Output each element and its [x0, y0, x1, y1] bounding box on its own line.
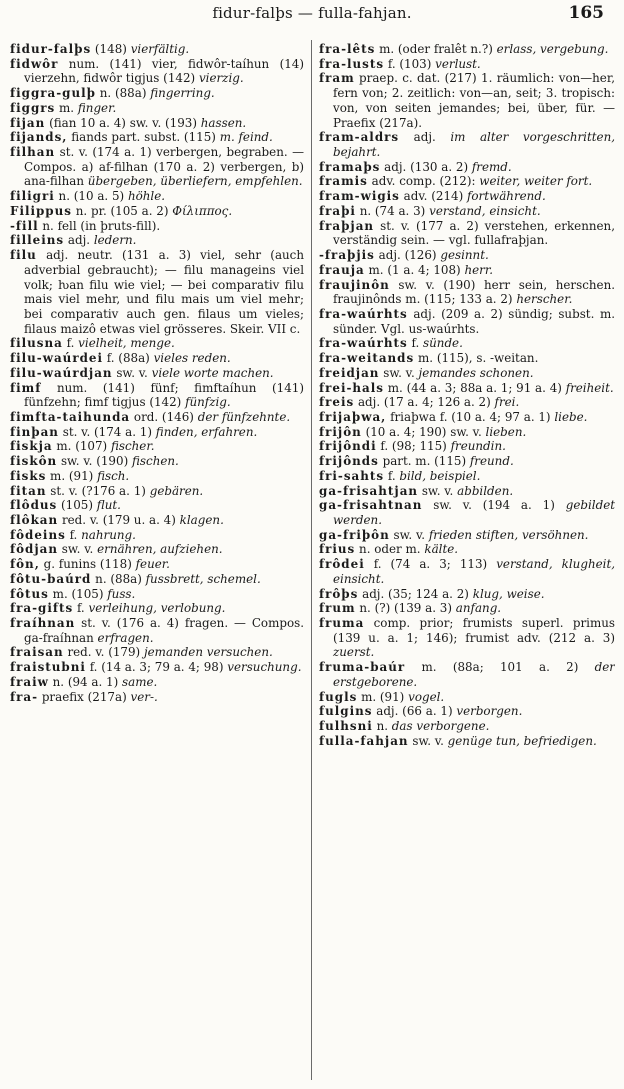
dictionary-entry	[10, 425, 304, 440]
headword: frijônds	[319, 454, 379, 469]
dictionary-entry	[319, 542, 615, 557]
entry-definition: klug, weise.	[472, 586, 545, 601]
dictionary-entry	[10, 42, 304, 57]
entry-grammar: f. (88a)	[106, 351, 150, 366]
entry-definition: versuchung.	[227, 660, 302, 675]
entry-grammar: n. (88a)	[99, 86, 147, 101]
left-column	[10, 42, 304, 1082]
headword: filu-waúrdjan	[10, 365, 113, 380]
entry-definition: fünfzig.	[185, 395, 231, 410]
entry-grammar: n. (74 a. 3)	[359, 203, 426, 218]
headword: fri-sahts	[319, 468, 385, 483]
dictionary-entry	[319, 439, 615, 454]
dictionary-entry	[10, 469, 304, 484]
headword: fra-	[10, 689, 39, 704]
dictionary-entry	[10, 381, 304, 410]
dictionary-entry	[319, 557, 615, 586]
entry-definition: fussbrett, schemel.	[145, 571, 261, 586]
entry-grammar: adj.	[67, 233, 91, 248]
dictionary-entry	[10, 101, 304, 116]
headword: filu-waúrdei	[10, 351, 103, 366]
entry-grammar: red. v. (179 u. a. 4)	[61, 513, 176, 527]
dictionary-entry	[10, 587, 304, 602]
dictionary-entry	[10, 572, 304, 587]
headword: fraþi	[319, 203, 356, 218]
dictionary-entry	[10, 542, 304, 557]
dictionary-entry	[10, 145, 304, 189]
dictionary-entry	[319, 219, 615, 248]
entry-definition: anfang.	[455, 601, 502, 616]
entry-definition: ernähren, aufziehen.	[97, 542, 223, 557]
entry-definition: hassen.	[200, 115, 247, 130]
headword: fidur-falþs	[10, 42, 92, 56]
headword: filigri	[10, 189, 55, 204]
entry-definition: Φίλιππος.	[172, 203, 233, 218]
dictionary-entry	[319, 734, 615, 749]
entry-definition: ledern.	[93, 233, 137, 248]
dictionary-entry	[319, 410, 615, 425]
headword: figgra-gulþ	[10, 86, 96, 101]
entry-definition: abbilden.	[457, 483, 514, 498]
entry-definition: vielheit, menge.	[78, 336, 175, 351]
headword: fôdjan	[10, 542, 59, 557]
headword: frijôn	[319, 424, 362, 439]
entry-grammar: m. (oder fralêt n.?)	[379, 42, 493, 56]
entry-definition: höhle.	[127, 189, 166, 204]
entry-definition: frieden stiften, versöhnen.	[428, 527, 589, 542]
entry-definition: verleihung, verlobung.	[88, 601, 226, 616]
entry-definition: fischer.	[110, 439, 155, 454]
entry-grammar: friaþwa f. (10 a. 4; 97 a. 1)	[390, 409, 551, 424]
entry-definition: fuss.	[107, 586, 136, 601]
dictionary-entry	[319, 263, 615, 278]
dictionary-entry	[319, 454, 615, 469]
entry-definition: vogel.	[408, 689, 445, 704]
entry-grammar: m. (91)	[361, 689, 405, 704]
headword: filu	[10, 248, 37, 263]
entry-definition: freiheit.	[565, 380, 614, 395]
entry-grammar: n. (94 a. 1)	[52, 674, 119, 689]
entry-grammar: adj. (17 a. 4; 126 a. 2)	[357, 395, 491, 410]
headword: fra-weitands	[319, 351, 415, 366]
entry-grammar: adj. (209 a. 2) sündig; subst. m. sünder. Vgl. us-waúrhts.	[333, 306, 615, 336]
headword: fimf	[10, 380, 42, 395]
headword: frôþs	[319, 586, 359, 601]
entry-grammar: n. (?) (139 a. 3)	[359, 601, 453, 616]
headword: fulgins	[319, 704, 373, 719]
headword: fra-gifts	[10, 601, 74, 616]
entry-grammar: sw. v.	[61, 542, 94, 557]
entry-definition: gebären.	[149, 483, 204, 498]
entry-grammar: f.	[387, 468, 396, 483]
headword: fra-waúrhts	[319, 306, 408, 321]
entry-grammar: f.	[76, 601, 85, 616]
entry-grammar: st. v. (174 a. 1)	[62, 424, 153, 439]
entry-definition: zuerst.	[333, 645, 375, 660]
entry-definition: gesinnt.	[440, 248, 489, 263]
entry-definition: erfragen.	[97, 630, 154, 645]
headword: fidwôr	[10, 56, 59, 71]
entry-grammar: sw. v. (190)	[60, 454, 129, 469]
dictionary-entry	[319, 42, 615, 57]
headword: fiskja	[10, 439, 53, 454]
dictionary-entry	[319, 690, 615, 705]
entry-grammar: adj.	[413, 130, 436, 145]
entry-definition: freundin.	[450, 439, 506, 454]
entry-definition: fisch.	[97, 468, 130, 483]
entry-grammar: adv. (214)	[403, 189, 464, 204]
entry-definition: der erstgeborene.	[333, 660, 615, 689]
headword: fraíhnan	[10, 616, 76, 631]
entry-grammar: sw. v.	[412, 733, 444, 748]
entry-grammar: n. fell (in þruts-fill).	[42, 218, 161, 233]
entry-grammar: sw. v. (194 a. 1)	[433, 498, 555, 513]
dictionary-entry	[10, 690, 304, 705]
entry-grammar: num. (141) fünf; fimftaíhun (141) fünfzehn; fimf tigjus (142)	[24, 380, 304, 410]
entry-definition: same.	[122, 674, 158, 689]
headword: fimfta-taihunda	[10, 409, 131, 424]
entry-definition: vierfältig.	[130, 42, 190, 56]
entry-definition: gebildet werden.	[333, 498, 615, 527]
headword: fitan	[10, 483, 47, 498]
entry-grammar: f. (74 a. 3; 113)	[373, 557, 488, 572]
headword: fugls	[319, 689, 358, 704]
entry-grammar: st. v. (176 a. 4) fragen. — Compos. ga-fraíhnan	[24, 616, 304, 645]
entry-grammar: m. (1 a. 4; 108)	[368, 262, 461, 277]
entry-grammar: m. (91)	[50, 468, 94, 483]
entry-definition: vierzig.	[198, 71, 244, 86]
entry-grammar: sw. v. (190) herr sein, herschen. fraujinônds m. (115; 133 a. 2)	[333, 277, 615, 307]
entry-grammar: ord. (146)	[133, 409, 194, 424]
running-title: fidur-falþs — fulla-fahjan.	[212, 4, 412, 22]
headword: fijan	[10, 115, 46, 130]
dictionary-entry	[10, 454, 304, 469]
dictionary-entry	[319, 160, 615, 175]
entry-definition: weiter, weiter fort.	[479, 174, 593, 189]
entry-definition: verstand, einsicht.	[429, 203, 541, 218]
entry-definition: fremd.	[471, 159, 512, 174]
dictionary-entry	[10, 116, 304, 131]
headword: ga-friþôn	[319, 527, 390, 542]
headword: freidjan	[319, 365, 380, 380]
dictionary-entry	[319, 704, 615, 719]
headword: fra-lêts	[319, 42, 376, 56]
entry-definition: verstand, klugheit, einsicht.	[333, 557, 615, 586]
entry-definition: nahrung.	[81, 527, 136, 542]
page-number: 165	[568, 3, 604, 23]
headword: filusna	[10, 336, 63, 351]
entry-grammar: f.	[66, 336, 75, 351]
dictionary-entry	[319, 425, 615, 440]
headword: frius	[319, 542, 356, 557]
headword: Filippus	[10, 203, 72, 218]
dictionary-entry	[319, 528, 615, 543]
headword: fra-lusts	[319, 56, 385, 71]
headword: ga-frisahtnan	[319, 498, 423, 513]
headword: fraistubni	[10, 660, 86, 675]
dictionary-entry	[319, 248, 615, 263]
entry-grammar: m. (115), s. -weitan.	[417, 351, 539, 366]
entry-grammar: comp. prior; frumists superl. primus (139 u. a. 1; 146); frumist adv. (212 a. 3)	[333, 616, 615, 645]
headword: framaþs	[319, 159, 381, 174]
headword: fôtu-baúrd	[10, 571, 92, 586]
dictionary-entry	[319, 204, 615, 219]
headword: frôdei	[319, 557, 365, 572]
headword: frum	[319, 601, 356, 616]
headword: fiskôn	[10, 454, 58, 469]
dictionary-entry	[10, 233, 304, 248]
entry-definition: herscher.	[516, 292, 573, 307]
entry-definition: feuer.	[135, 557, 170, 572]
dictionary-entry	[10, 130, 304, 145]
headword: fôn,	[10, 557, 40, 572]
entry-grammar: fiands part. subst. (115)	[71, 130, 216, 145]
dictionary-entry	[319, 189, 615, 204]
entry-definition: viele worte machen.	[151, 365, 274, 380]
entry-grammar: n. (88a)	[95, 571, 142, 586]
entry-grammar: g. funins (118)	[43, 557, 132, 572]
dictionary-entry	[10, 557, 304, 572]
dictionary-entry	[319, 130, 615, 159]
entry-grammar: adv. comp. (212):	[371, 174, 476, 189]
entry-grammar: (105)	[61, 498, 93, 513]
entry-grammar: f. (103)	[387, 56, 432, 71]
dictionary-entry	[10, 204, 304, 219]
dictionary-entry	[319, 336, 615, 351]
dictionary-entry	[319, 278, 615, 307]
column-divider	[311, 40, 312, 1080]
entry-grammar: sw. v.	[393, 527, 426, 542]
entry-grammar: m. (107)	[56, 439, 108, 454]
dictionary-entry	[10, 484, 304, 499]
headword: fram	[319, 71, 355, 86]
dictionary-entry	[319, 587, 615, 602]
headword: filhan	[10, 145, 56, 160]
headword: fijands,	[10, 130, 68, 145]
headword: fra-waúrhts	[319, 336, 408, 351]
entry-definition: sünde.	[423, 336, 463, 351]
dictionary-entry	[10, 351, 304, 366]
headword: fruma	[319, 616, 365, 631]
entry-grammar: sw. v.	[421, 483, 454, 498]
entry-definition: das verborgene.	[391, 719, 490, 734]
dictionary-entry	[10, 248, 304, 336]
dictionary-entry	[319, 484, 615, 499]
entry-grammar: n. pr. (105 a. 2)	[75, 203, 169, 218]
entry-grammar: f. (98; 115)	[380, 439, 447, 454]
dictionary-entry	[10, 645, 304, 660]
entry-grammar: (10 a. 4; 190) sw. v.	[365, 424, 482, 439]
dictionary-entry	[319, 366, 615, 381]
headword: -fill	[10, 218, 39, 233]
entry-definition: verlust.	[435, 56, 481, 71]
dictionary-entry	[10, 616, 304, 645]
entry-grammar: n. (10 a. 5)	[58, 189, 125, 204]
entry-definition: finden, erfahren.	[155, 424, 258, 439]
dictionary-entry	[319, 395, 615, 410]
entry-definition: flut.	[96, 498, 121, 513]
dictionary-entry	[10, 86, 304, 101]
entry-grammar: n. oder m.	[359, 542, 421, 557]
entry-definition: vieles reden.	[153, 351, 231, 366]
entry-definition: frei.	[494, 395, 520, 410]
entry-grammar: m. (88a; 101 a. 2)	[421, 660, 579, 675]
entry-grammar: num. (141) vier, fidwôr-taíhun (14) vierzehn, fidwôr tigjus (142)	[24, 56, 304, 86]
dictionary-entry	[10, 601, 304, 616]
entry-grammar: st. v. (174 a. 1) verbergen, begraben. — Compos. a) af-filhan (170 a. 2) verbergen, b) ana-filhan	[24, 145, 304, 189]
headword: fraisan	[10, 645, 64, 660]
headword: frei-hals	[319, 380, 384, 395]
dictionary-entry	[319, 601, 615, 616]
dictionary-entry	[319, 307, 615, 336]
entry-definition: im alter vorgeschritten, bejahrt.	[333, 130, 615, 160]
entry-grammar: adj. (126)	[378, 248, 437, 263]
entry-grammar: m. (44 a. 3; 88a a. 1; 91 a. 4)	[387, 380, 562, 395]
headword: frijaþwa,	[319, 409, 387, 424]
entry-grammar: f.	[69, 527, 78, 542]
entry-definition: jemanden versuchen.	[143, 645, 273, 660]
entry-definition: verborgen.	[456, 704, 523, 719]
headword: frauja	[319, 262, 365, 277]
entry-definition: bild, beispiel.	[399, 468, 481, 483]
entry-definition: genüge tun, befriedigen.	[447, 733, 597, 748]
headword: figgrs	[10, 100, 56, 115]
dictionary-entry	[319, 498, 615, 527]
headword: filleins	[10, 233, 65, 248]
dictionary-entry	[319, 469, 615, 484]
dictionary-entry	[319, 381, 615, 396]
entry-grammar: st. v. (?176 a. 1)	[50, 483, 146, 498]
dictionary-entry	[319, 616, 615, 660]
headword: fraujinôn	[319, 277, 390, 292]
headword: framis	[319, 174, 368, 189]
entry-definition: übergeben, überliefern, empfehlen.	[87, 174, 303, 189]
entry-definition: fortwährend.	[467, 189, 546, 204]
dictionary-entry	[10, 513, 304, 528]
entry-definition: herr.	[464, 262, 494, 277]
dictionary-entry	[319, 660, 615, 689]
entry-grammar: n.	[376, 719, 389, 734]
right-column	[319, 42, 615, 1082]
entry-grammar: f. (14 a. 3; 79 a. 4; 98)	[89, 660, 224, 675]
entry-definition: lieben.	[485, 424, 527, 439]
entry-definition: freund.	[469, 454, 514, 469]
dictionary-entry	[10, 675, 304, 690]
dictionary-entry	[319, 351, 615, 366]
dictionary-entry	[10, 57, 304, 86]
entry-grammar: sw. v.	[116, 365, 148, 380]
headword: finþan	[10, 424, 59, 439]
dictionary-entry	[319, 57, 615, 72]
entry-grammar: sw. v.	[383, 365, 415, 380]
dictionary-entry	[10, 660, 304, 675]
entry-grammar: (fian 10 a. 4) sw. v. (193)	[49, 115, 197, 130]
entry-definition: jemandes schonen.	[418, 365, 534, 380]
headword: fisks	[10, 468, 47, 483]
entry-definition: m. feind.	[219, 130, 273, 145]
entry-definition: klagen.	[179, 513, 224, 527]
headword: frijôndi	[319, 439, 377, 454]
entry-definition: fischen.	[132, 454, 179, 469]
page-header	[0, 4, 624, 28]
entry-grammar: m.	[59, 100, 75, 115]
entry-grammar: st. v. (177 a. 2) verstehen, erkennen, verständig sein. — vgl. fullafraþjan.	[333, 218, 615, 248]
dictionary-entry	[10, 410, 304, 425]
entry-grammar: adj. (35; 124 a. 2)	[362, 586, 469, 601]
entry-grammar: adj. neutr. (131 a. 3) viel, sehr (auch adverbial gebraucht); — filu manageins viel volk; ƕan filu wie viel; — bei comparativ filu mais viel mehr, und filu mais um viel mehr; bei comparativ auch gen. filaus um vieles; filaus maizô etwas viel grösseres. Skeir. VII c.	[24, 248, 304, 336]
entry-grammar: red. v. (179)	[67, 645, 141, 660]
entry-definition: fingerring.	[150, 86, 215, 101]
dictionary-entry	[319, 71, 615, 130]
entry-definition: erlass, vergebung.	[496, 42, 609, 56]
headword: fram-aldrs	[319, 130, 400, 145]
headword: fôdeins	[10, 527, 66, 542]
dictionary-entry	[319, 174, 615, 189]
dictionary-entry	[10, 219, 304, 234]
headword: fôtus	[10, 586, 49, 601]
dictionary-entry	[319, 719, 615, 734]
headword: fulla-fahjan	[319, 733, 409, 748]
entry-grammar: adj. (66 a. 1)	[376, 704, 453, 719]
dictionary-entry	[10, 439, 304, 454]
headword: freis	[319, 395, 355, 410]
headword: fulhsni	[319, 719, 373, 734]
entry-grammar: praep. c. dat. (217) 1. räumlich: von—her, fern von; 2. zeitlich: von—an, seit; 3. tropisch: von, von seiten jemandes; bei, über, für. — Praefix (217a).	[333, 71, 615, 130]
entry-grammar: f.	[411, 336, 420, 351]
dictionary-entry	[10, 528, 304, 543]
headword: fram-wigis	[319, 189, 400, 204]
headword: fraþjan	[319, 218, 375, 233]
headword: -fraþjis	[319, 248, 375, 263]
entry-definition: finger.	[77, 100, 117, 115]
dictionary-entry	[10, 498, 304, 513]
dictionary-entry	[10, 336, 304, 351]
dictionary-entry	[10, 366, 304, 381]
entry-definition: der fünfzehnte.	[197, 409, 291, 424]
entry-grammar: m. (105)	[52, 586, 104, 601]
entry-definition: liebe.	[554, 409, 588, 424]
entry-grammar: adj. (130 a. 2)	[384, 159, 469, 174]
headword: fruma-baúr	[319, 660, 406, 675]
headword: flôdus	[10, 498, 58, 513]
headword: fraiw	[10, 674, 49, 689]
entry-definition: kälte.	[424, 542, 459, 557]
entry-grammar: part. m. (115)	[382, 454, 467, 469]
headword: flôkan	[10, 513, 59, 527]
entry-grammar: praefix (217a)	[41, 689, 127, 704]
entry-grammar: (148)	[94, 42, 127, 56]
entry-definition: ver-.	[130, 689, 158, 704]
headword: ga-frisahtjan	[319, 483, 419, 498]
dictionary-entry	[10, 189, 304, 204]
